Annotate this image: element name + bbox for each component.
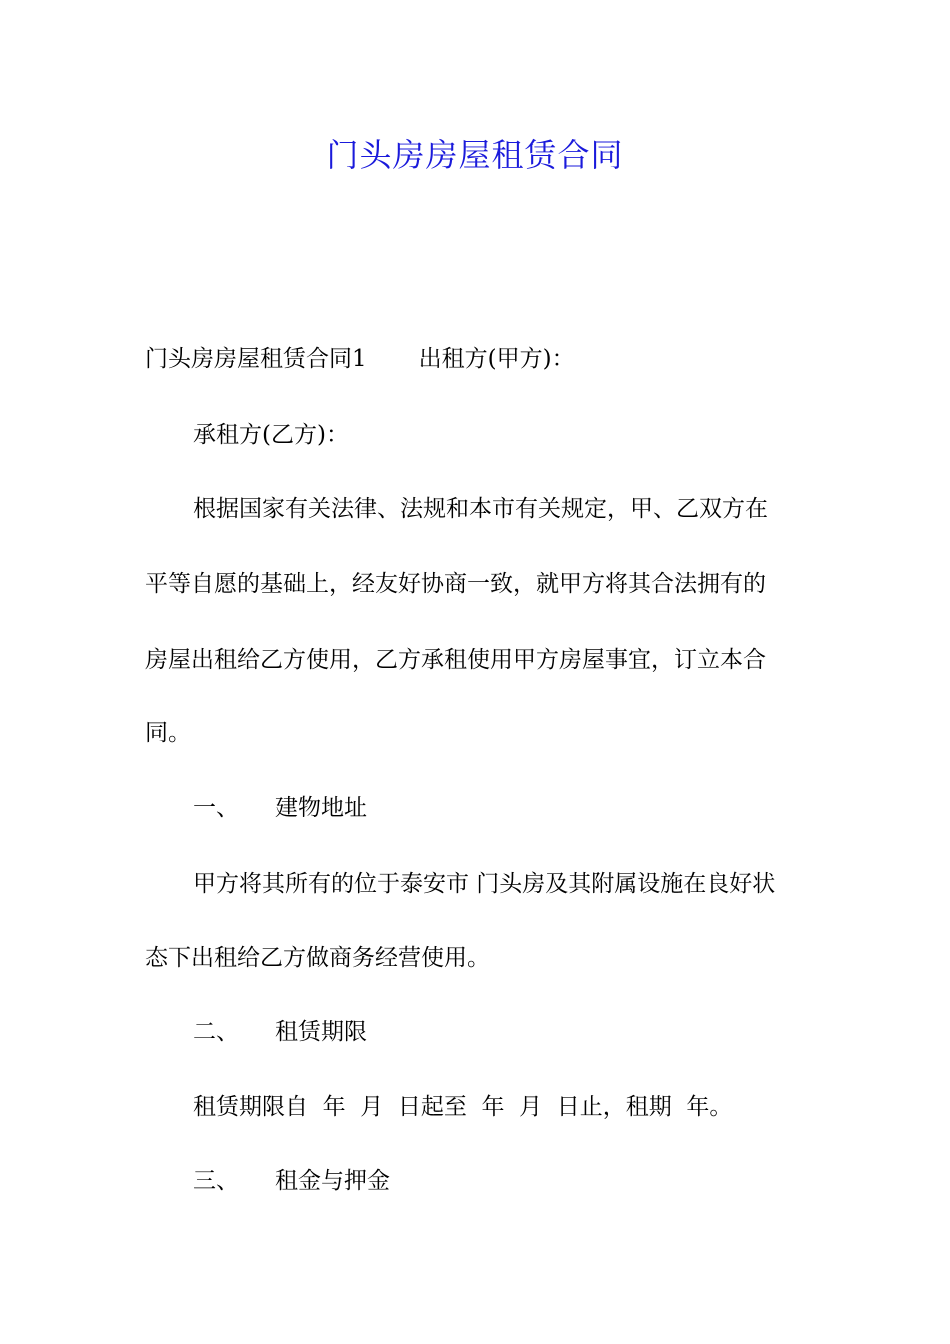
document-title: 门头房房屋租赁合同 [326, 136, 624, 174]
section-1-body-line-2: 态下出租给乙方做商务经营使用。 [145, 945, 490, 971]
section-2-body: 租赁期限自 年 月 日起至 年 月 日止，租期 年。 [193, 1094, 733, 1120]
section-3-heading [193, 1166, 390, 1196]
section-2-number: 二、 [193, 1019, 239, 1045]
section-3-title: 租金与押金 [275, 1168, 390, 1194]
section-1-heading [193, 793, 367, 823]
section-2-heading [193, 1017, 367, 1047]
contract-label: 门头房房屋租赁合同1 [145, 346, 367, 372]
section-1-body-line-1: 甲方将其所有的位于泰安市 门头房及其附属设施在良好状 [193, 871, 776, 897]
section-3-number: 三、 [193, 1168, 239, 1194]
lessee-field: 承租方(乙方)： [193, 422, 349, 448]
preamble-line-4: 同。 [145, 720, 191, 746]
lessor-field: 出租方(甲方)： [418, 346, 575, 372]
section-1-title: 建物地址 [275, 795, 367, 821]
section-1-number: 一、 [193, 795, 239, 821]
preamble-line-1: 根据国家有关法律、法规和本市有关规定，甲、乙双方在 [193, 496, 768, 522]
heading-line [145, 344, 575, 374]
preamble-line-3: 房屋出租给乙方使用，乙方承租使用甲方房屋事宜，订立本合 [145, 647, 766, 673]
preamble-line-2: 平等自愿的基础上，经友好协商一致，就甲方将其合法拥有的 [145, 571, 766, 597]
section-2-title: 租赁期限 [275, 1019, 367, 1045]
